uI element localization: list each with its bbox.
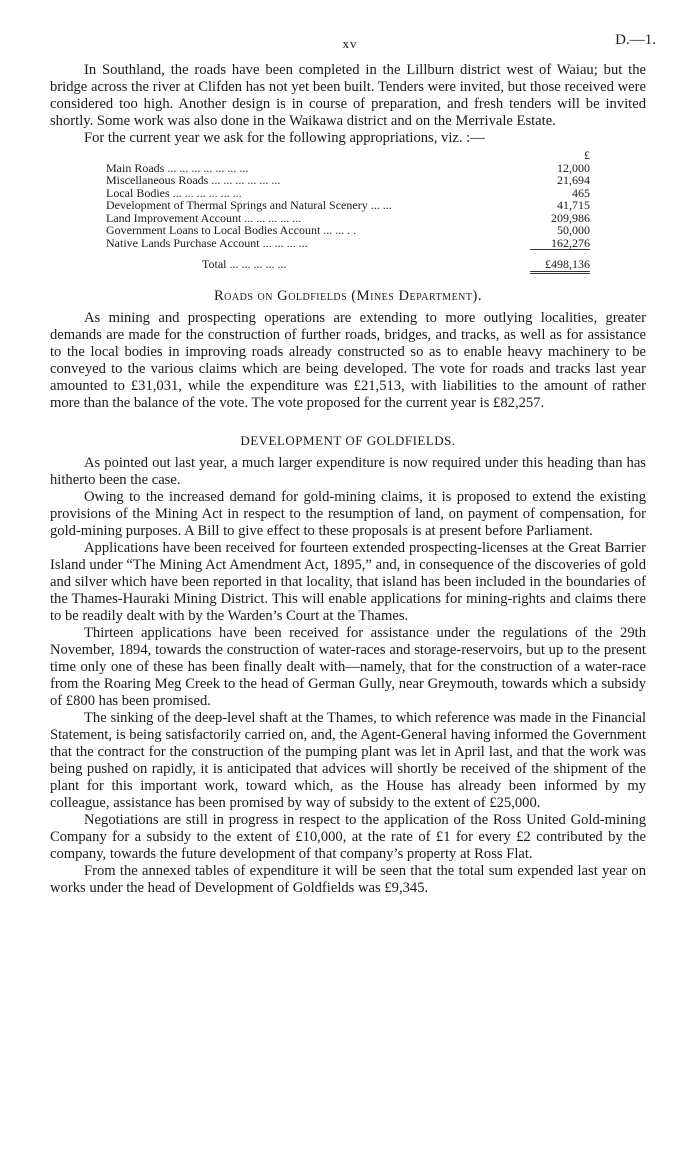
table-row: [106, 224, 590, 237]
paragraph-great-barrier: Applications have been received for fourteen extended prospecting-licenses at the Great Barrier Island under “The Mining Act Amendment Act, 1895,” and, in consequence of the discoveries of gold and silver which have been reported in that locality, that island has been included in the boundaries of the Thames-Hauraki Mining District. This will enable applications for mining-rights and claims there to be readily dealt with by the Warden’s Court at the Thames.: [50, 539, 646, 624]
page-number: xv: [342, 36, 358, 51]
page-body: [50, 62, 646, 897]
table-row: [106, 237, 590, 250]
row-amount: 50,000: [557, 223, 590, 237]
table-row: [106, 174, 590, 187]
row-amount: 162,276: [551, 235, 590, 250]
row-label: Native Lands Purchase Account ... ... ... ...: [106, 236, 308, 250]
row-label: Government Loans to Local Bodies Account ... ... . .: [106, 224, 357, 237]
total-label: Total ... ... ... ... ...: [202, 256, 287, 271]
table-row: [106, 187, 590, 200]
total-row: [106, 250, 590, 273]
row-amount: 209,986: [551, 210, 590, 225]
paragraph-roads-goldfields: As mining and prospecting operations are extending to more outlying localities, greater demands are made for the construction of further roads, bridges, and tracks, as well as for assistance to the local bodies in improving roads already constructed so as to enable heavy machinery to be conveyed to the various claims which are being developed. The vote for roads and tracks last year amounted to £31,031, while the expenditure was £21,513, with liabilities to the amount of rather more than the balance of the vote. The vote proposed for the current year is £82,257.: [50, 309, 646, 411]
row-label: Main Roads ... ... ... ... ... ... ...: [106, 161, 249, 174]
row-label: Development of Thermal Springs and Natural Scenery ... ...: [106, 199, 392, 212]
row-amount: 12,000: [557, 160, 590, 175]
paragraph-deep-level-shaft: The sinking of the deep-level shaft at the Thames, to which reference was made in the Financial Statement, is being satisfactorily carried on, and, the Agent-General having informed the Government that the contract for the construction of the pumping plant was let in April last, and that the work was being pushed on rapidly, it is anticipated that advices will shortly be received of the shipment of the plant for this important work, toward which, as the House has already been informed by my colleague, assistance has been promised by way of subsidy to the extent of £25,000.: [50, 709, 646, 811]
paragraph-ross-united: Negotiations are still in progress in respect to the application of the Ross United Gold-mining Company for a subsidy to the extent of £10,000, at the rate of £1 for every £2 contributed by the company, towards the future development of that company’s property at Ross Flat.: [50, 811, 646, 862]
paragraph-mining-act: Owing to the increased demand for gold-mining claims, it is proposed to extend the existing provisions of the Mining Act in respect to the resumption of land, on payment of compensation, for gold-mining purposes. A Bill to give effect to these proposals is at present before Parliament.: [50, 488, 646, 539]
table-row: [106, 162, 590, 175]
paragraph-southland: In Southland, the roads have been completed in the Lillburn district west of Waiau; but the bridge across the river at Clifden has not yet been built. Tenders were invited, but those received were considered too high. Another design is in course of preparation, and fresh tenders will be invited shortly. Some work was also done in the Waikawa district and on the Merrivale Estate.: [50, 62, 646, 129]
paragraph-total-expended: From the annexed tables of expenditure it will be seen that the total sum expended last year on works under the head of Development of Goldfields was £9,345.: [50, 862, 646, 896]
section-heading-roads-on-goldfields: Roads on Goldfields (Mines Department).: [213, 287, 483, 304]
section-heading-development-of-goldfields: DEVELOPMENT OF GOLDFIELDS.: [240, 432, 456, 448]
row-amount: 465: [572, 185, 590, 200]
appropriations-table: [106, 149, 590, 274]
document-code: D.—1.: [615, 32, 656, 48]
table-row: [106, 199, 590, 212]
paragraph-larger-expenditure: As pointed out last year, a much larger expenditure is now required under this heading than has hitherto been the case.: [50, 454, 646, 488]
paragraph-appropriations-intro: For the current year we ask for the following appropriations, viz. :—: [84, 130, 485, 146]
currency-header: £: [584, 148, 590, 162]
total-amount: £498,136: [530, 250, 590, 273]
row-amount: 21,694: [557, 173, 590, 187]
row-label: Local Bodies ... ... ... ... ... ...: [106, 186, 242, 199]
row-amount: 41,715: [557, 198, 590, 212]
row-label: Land Improvement Account ... ... ... ... ...: [106, 211, 302, 224]
table-row: [106, 212, 590, 225]
row-label: Miscellaneous Roads ... ... ... ... ... ...: [106, 174, 281, 187]
paragraph-water-races: Thirteen applications have been received for assistance under the regulations of the 29th November, 1894, towards the construction of water-races and storage-reservoirs, but up to the present time only one of these has been finally dealt with—namely, that for the construction of a water-race from the Roaring Meg Creek to the head of German Gully, near Greymouth, towards which a subsidy of £800 has been promised.: [50, 624, 646, 709]
